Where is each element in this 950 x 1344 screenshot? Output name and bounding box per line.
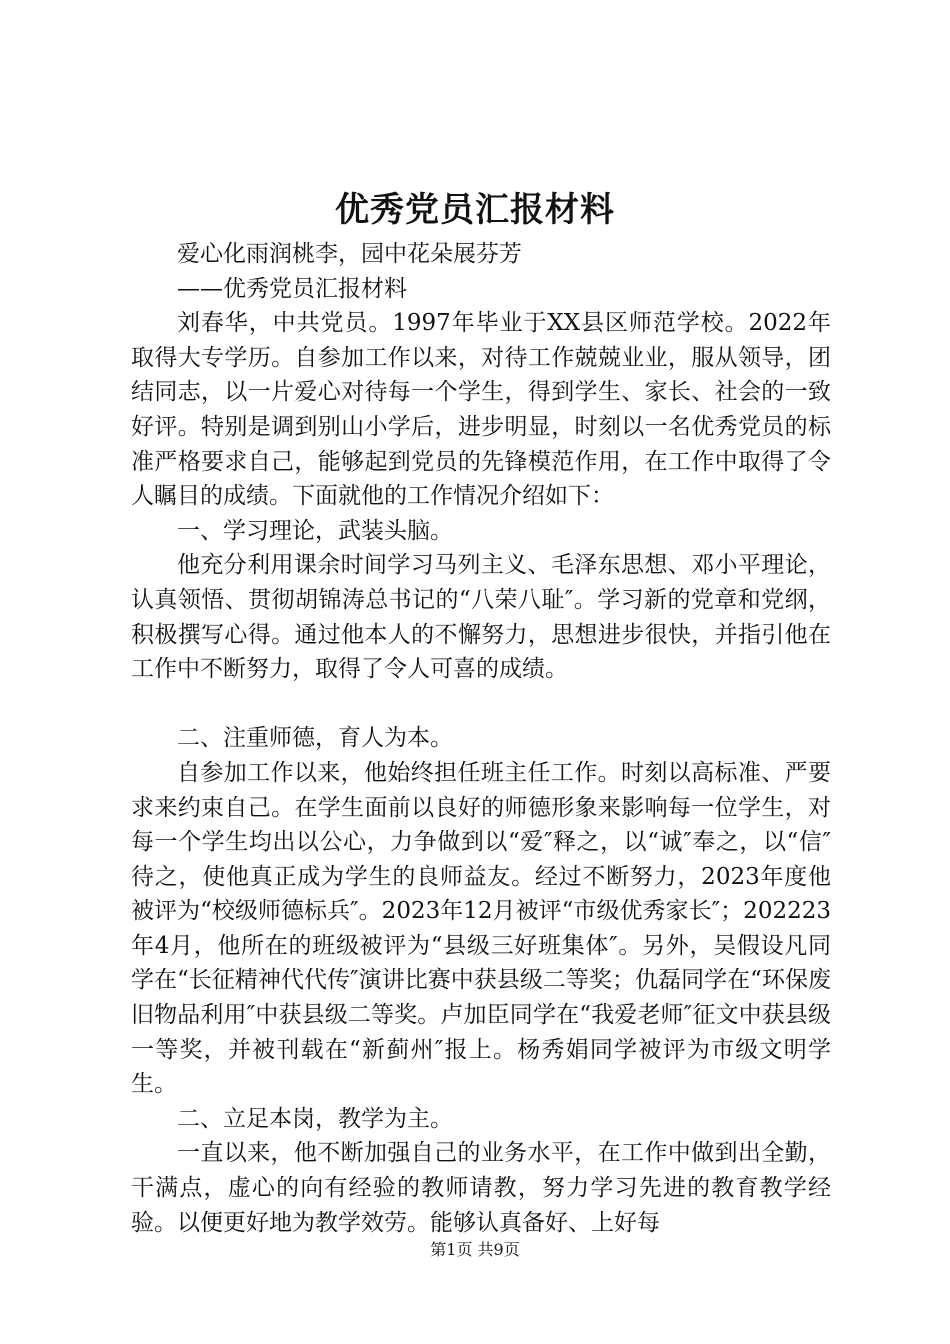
section-heading-1: 一、学习理论，武装头脑。 — [177, 517, 453, 544]
section-paragraph-2: 自参加工作以来，他始终担任班主任工作。时刻以高标准、严要求来约束自己。在学生面前以良好的师德形象来影响每一位学生，对每一个学生均出以公心，力争做到以“爱″释之，以“诚″奉之，以“信″待之，使他真正成为学生的良师益友。经过不断努力，2023年度他被评为“校级师德标兵″。2023年12月被评“市级优秀家长″；202223年4月，他所在的班级被评为“县级三好班集体″。另外，吴假设凡同学在“长征精神代代传″演讲比赛中获县级二等奖；仇磊同学在“环保废旧物品利用″中获县级二等奖。卢加臣同学在“我爱老师″征文中获县级一等奖，并被刊载在“新蓟州″报上。杨秀娟同学被评为市级文明学生。 — [131, 759, 831, 1098]
subtitle-line: 爱心化雨润桃李，园中花朵展芬芳 — [177, 241, 522, 267]
section-heading-3: 二、立足本岗，教学为主。 — [177, 1105, 453, 1132]
section-paragraph-1: 他充分利用课余时间学习马列主义、毛泽东思想、邓小平理论，认真领悟、贯彻胡锦涛总书记的“八荣八耻″。学习新的党章和党纲，积极撰写心得。通过他本人的不懈努力，思想进步很快，并指引他在工作中不断努力，取得了令人可喜的成绩。 — [131, 552, 831, 683]
subtitle-dash-line: ——优秀党员汇报材料 — [177, 275, 407, 302]
intro-paragraph: 刘春华，中共党员。1997年毕业于XX县区师范学校。2022年取得大专学历。自参加工作以来，对待工作兢兢业业，服从领导，团结同志，以一片爱心对待每一个学生，得到学生、家长、社会的一致好评。特别是调到别山小学后，进步明显，时刻以一名优秀党员的标准严格要求自己，能够起到党员的先锋模范作用，在工作中取得了令人瞩目的成绩。下面就他的工作情况介绍如下： — [131, 310, 831, 510]
document-body — [131, 237, 831, 1240]
document-title: 优秀党员汇报材料 — [335, 190, 615, 230]
page-footer: 第1页 共9页 — [430, 1240, 520, 1259]
section-heading-2: 二、注重师德，育人为本。 — [177, 725, 453, 752]
section-paragraph-3: 一直以来，他不断加强自己的业务水平，在工作中做到出全勤，干满点，虚心的向有经验的教师请教，努力学习先进的教育教学经验。以便更好地为教学效劳。能够认真备好、上好每 — [131, 1140, 831, 1236]
